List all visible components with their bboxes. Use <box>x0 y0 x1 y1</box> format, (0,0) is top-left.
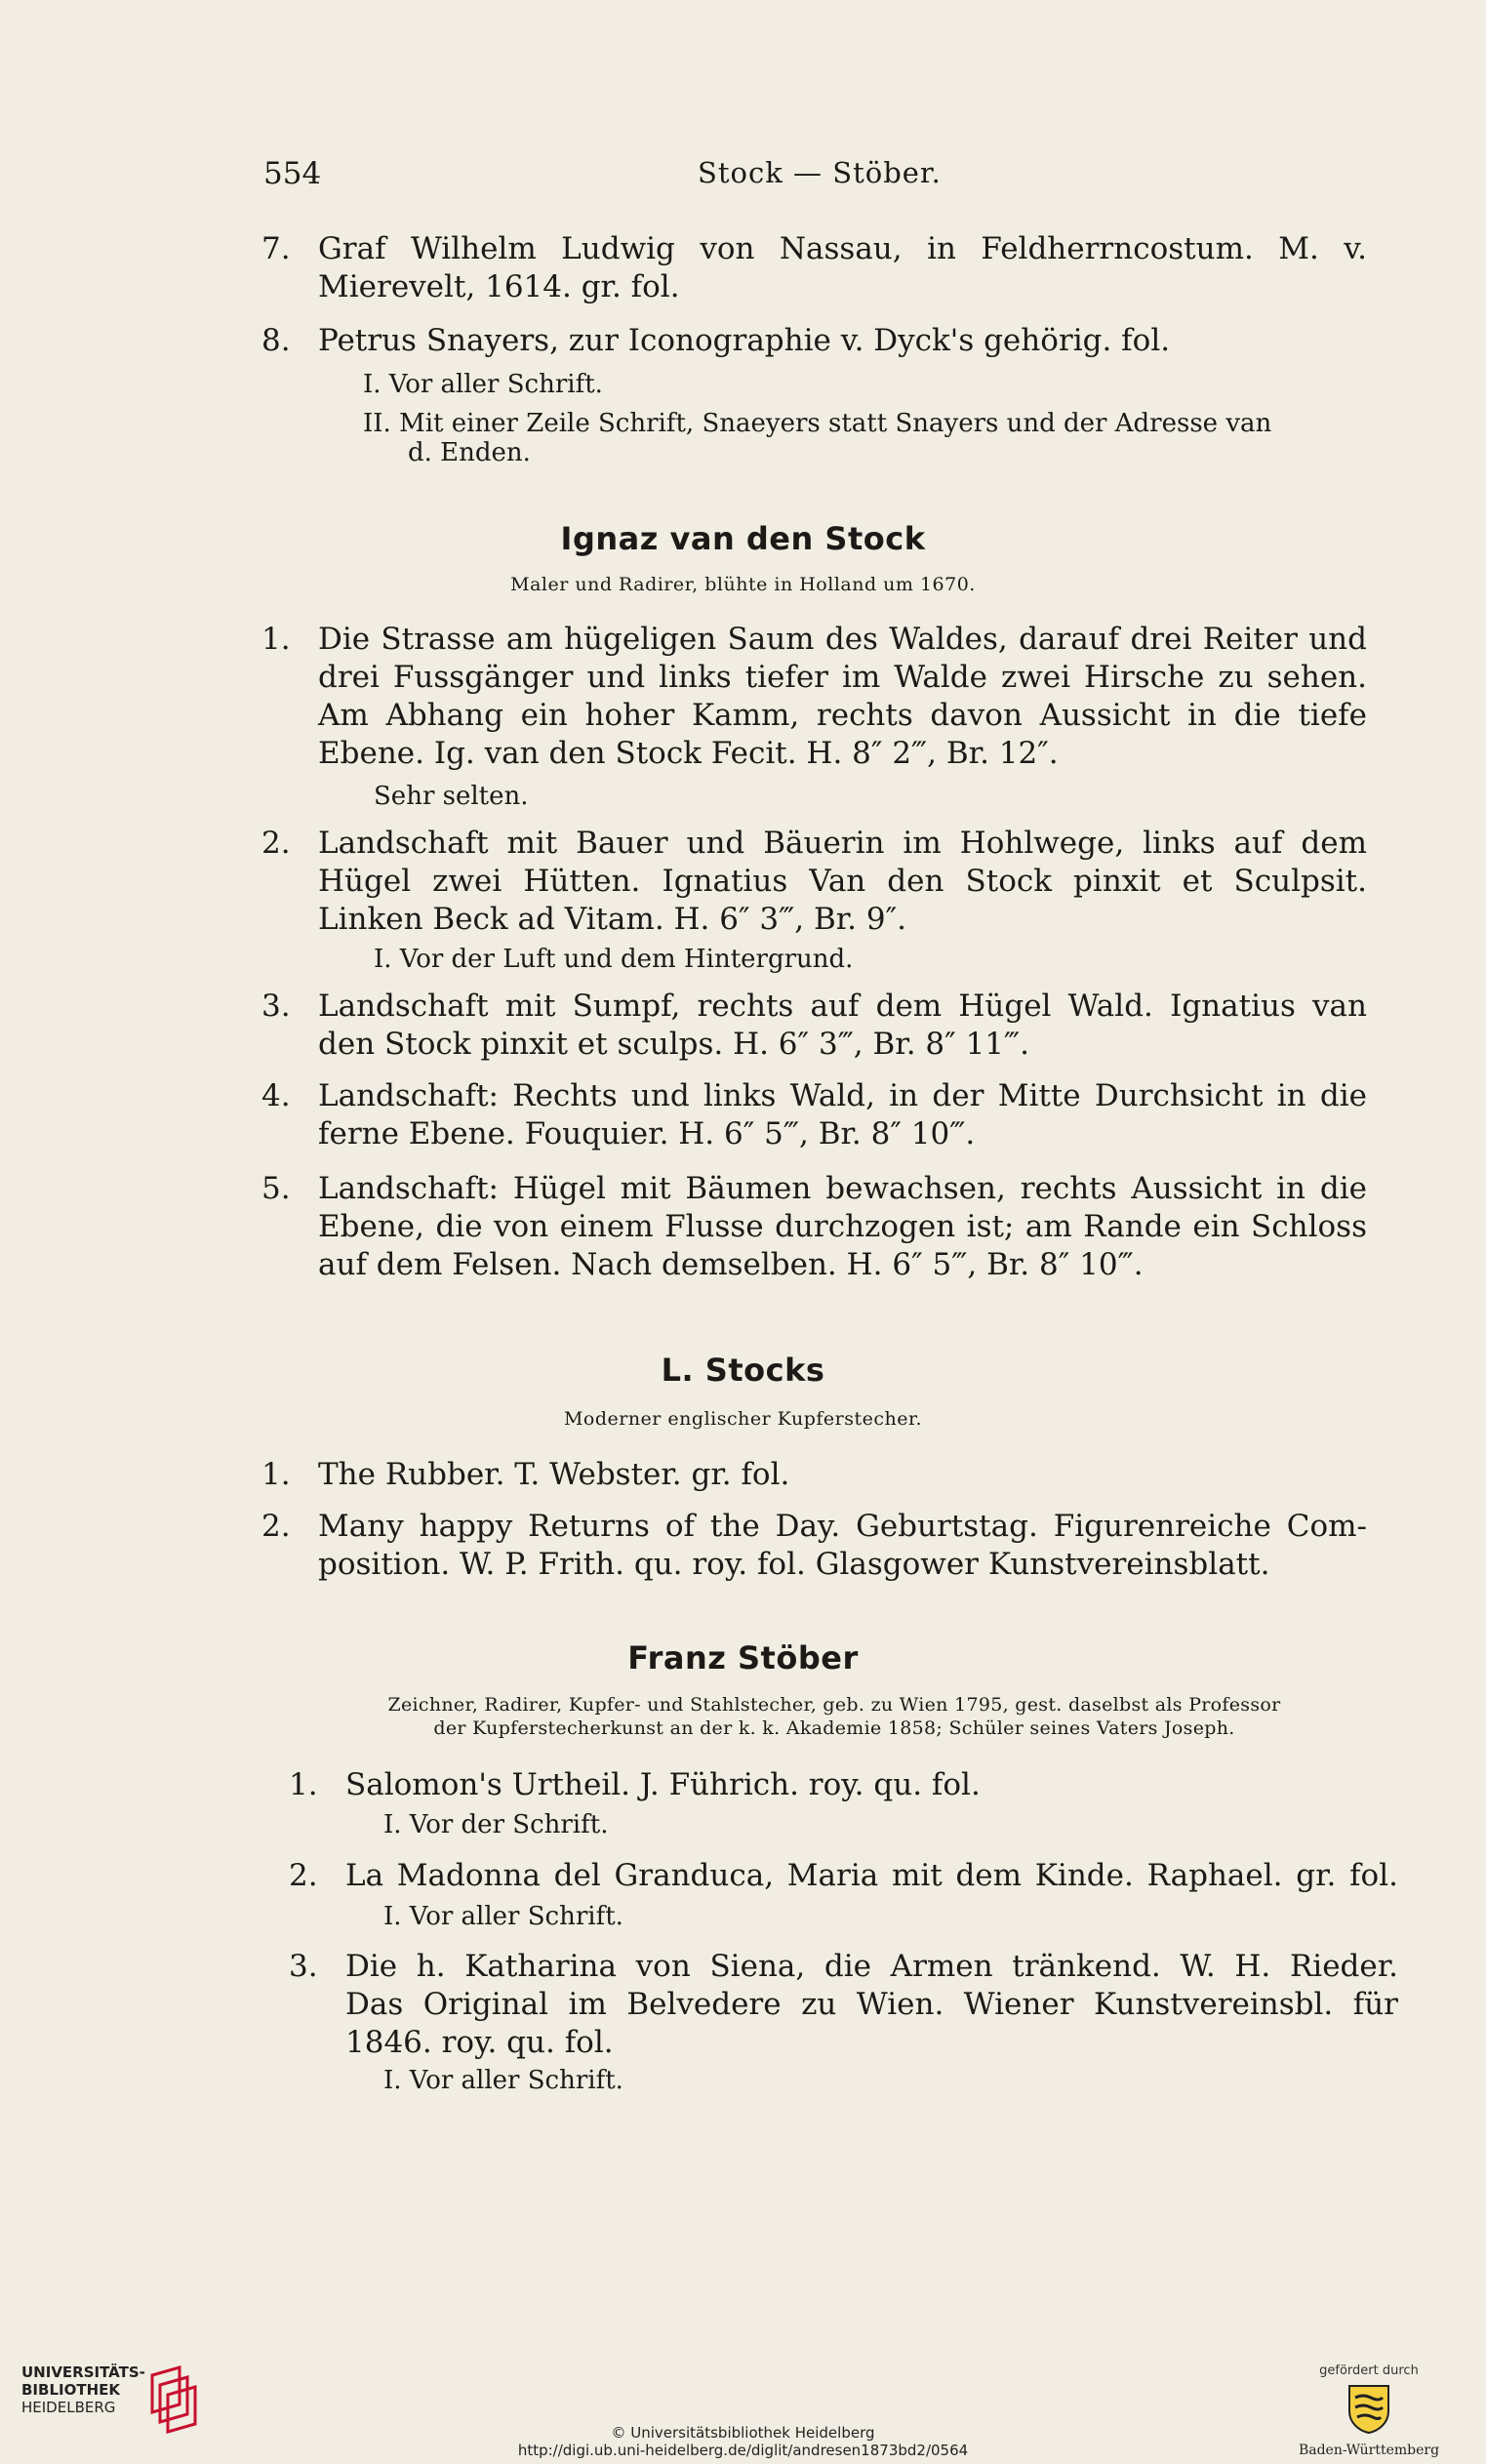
entry-number: 1. <box>261 622 291 657</box>
entry-line: Hügel zwei Hütten. Ignatius Van den Stock pinxit et Sculpsit. <box>318 864 1367 899</box>
entry-number: 2. <box>261 826 291 861</box>
entry-stocks-2 <box>261 1508 1367 1584</box>
entry-number: 2. <box>261 1509 291 1544</box>
entry-stock-5 <box>261 1170 1367 1284</box>
entry-number: 3. <box>289 1949 318 1984</box>
entry-line: Landschaft: Rechts und links Wald, in der Mitte Durchsicht in die <box>318 1078 1367 1113</box>
entry-line: Graf Wilhelm Ludwig von Nassau, in Feldherrncostum. M. v. <box>318 231 1367 266</box>
state-note: I. Vor aller Schrift. <box>383 2066 623 2095</box>
entry-8 <box>261 322 1367 360</box>
state-note: II. Mit einer Zeile Schrift, Snaeyers statt Snayers und der Adresse van <box>363 409 1272 438</box>
entry-number: 4. <box>261 1078 291 1113</box>
section-heading-stock: Ignaz van den Stock <box>560 520 926 557</box>
entry-number: 7. <box>261 231 291 266</box>
entry-line: ferne Ebene. Fouquier. H. 6″ 5‴, Br. 8″ 10‴. <box>318 1116 976 1151</box>
entry-line: The Rubber. T. Webster. gr. fol. <box>318 1457 790 1492</box>
entry-line: 1846. roy. qu. fol. <box>345 2025 614 2060</box>
entry-line: Die h. Katharina von Siena, die Armen tränkend. W. H. Rieder. <box>345 1949 1398 1984</box>
page-header <box>263 156 1369 195</box>
sponsor-name: Baden-Württemberg <box>1298 2443 1440 2458</box>
section-subheading: Moderner englischer Kupferstecher. <box>563 1408 923 1430</box>
state-note: I. Vor der Schrift. <box>383 1810 609 1839</box>
entry-line: Landschaft: Hügel mit Bäumen bewachsen, rechts Aussicht in die <box>318 1171 1367 1206</box>
section-subheading: Maler und Radirer, blühte in Holland um 1670. <box>510 574 976 595</box>
entry-line: Mierevelt, 1614. gr. fol. <box>318 269 680 304</box>
entry-stocks-1 <box>261 1456 1367 1494</box>
entry-stock-1 <box>261 621 1367 773</box>
entry-line: Die Strasse am hügeligen Saum des Waldes, darauf drei Reiter und <box>318 622 1367 657</box>
artist-bio <box>283 1693 1386 1740</box>
running-title: Stock — Stöber. <box>698 156 942 189</box>
entry-number: 5. <box>261 1171 291 1206</box>
entry-line: Many happy Returns of the Day. Geburtstag. Figurenreiche Com- <box>318 1509 1367 1544</box>
entry-stoeber-2 <box>289 1857 1398 1895</box>
state-note: I. Vor der Luft und dem Hintergrund. <box>374 945 854 974</box>
bio-line: Zeichner, Radirer, Kupfer- und Stahlstecher, geb. zu Wien 1795, gest. daselbst als Professor <box>387 1694 1281 1716</box>
entry-line: Ebene. Ig. van den Stock Fecit. H. 8″ 2‴, Br. 12″. <box>318 736 1059 771</box>
state-note: I. Vor aller Schrift. <box>383 1902 623 1931</box>
bio-line: der Kupferstecherkunst an der k. k. Akademie 1858; Schüler seines Vaters Joseph. <box>433 1717 1235 1739</box>
entry-7 <box>261 230 1367 306</box>
state-note: d. Enden. <box>408 438 531 467</box>
entry-number: 1. <box>261 1457 291 1492</box>
entry-line: Petrus Snayers, zur Iconographie v. Dyck's gehörig. fol. <box>318 323 1171 358</box>
page-number: 554 <box>263 156 322 191</box>
state-coat-of-arms-icon <box>1340 2382 1398 2435</box>
state-note: Sehr selten. <box>374 782 529 811</box>
state-note: I. Vor aller Schrift. <box>363 370 603 399</box>
entry-number: 2. <box>289 1858 318 1893</box>
sponsor-block <box>1281 2363 1457 2458</box>
entry-number: 3. <box>261 989 291 1024</box>
section-heading-stocks: L. Stocks <box>661 1352 825 1389</box>
entry-line: den Stock pinxit et sculps. H. 6″ 3‴, Br. 8″ 11‴. <box>318 1027 1029 1062</box>
library-name <box>21 2363 145 2416</box>
entry-line: Das Original im Belvedere zu Wien. Wiener Kunstvereinsbl. für <box>345 1987 1398 2022</box>
sponsor-label: gefördert durch <box>1319 2363 1419 2378</box>
entry-stock-3 <box>261 988 1367 1064</box>
entry-line: auf dem Felsen. Nach demselben. H. 6″ 5‴, Br. 8″ 10‴. <box>318 1247 1144 1282</box>
library-line: HEIDELBERG <box>21 2399 116 2416</box>
copyright-line: © Universitätsbibliothek Heidelberg <box>611 2424 875 2442</box>
entry-line: drei Fussgänger und links tiefer im Walde zwei Hirsche zu sehen. <box>318 660 1367 695</box>
entry-number: 8. <box>261 323 291 358</box>
library-line: BIBLIOTHEK <box>21 2381 120 2399</box>
entry-line: Landschaft mit Bauer und Bäuerin im Hohlwege, links auf dem <box>318 826 1367 861</box>
entry-stoeber-3 <box>289 1948 1398 2062</box>
entry-line: Ebene, die von einem Flusse durchzogen ist; am Rande ein Schloss <box>318 1209 1367 1244</box>
entry-line: position. W. P. Frith. qu. roy. fol. Glasgower Kunstvereinsblatt. <box>318 1547 1270 1582</box>
entry-line: La Madonna del Granduca, Maria mit dem Kinde. Raphael. gr. fol. <box>345 1858 1398 1893</box>
entry-line: Salomon's Urtheil. J. Führich. roy. qu. fol. <box>345 1767 981 1802</box>
section-heading-stoeber: Franz Stöber <box>627 1639 859 1676</box>
entry-line: Landschaft mit Sumpf, rechts auf dem Hügel Wald. Ignatius van <box>318 989 1367 1024</box>
library-line: UNIVERSITÄTS- <box>21 2363 145 2381</box>
entry-stoeber-1 <box>289 1766 1398 1804</box>
entry-number: 1. <box>289 1767 318 1802</box>
source-url-link[interactable]: http://digi.ub.uni-heidelberg.de/diglit/andresen1873bd2/0564 <box>517 2442 969 2459</box>
entry-line: Am Abhang ein hoher Kamm, rechts davon Aussicht in die tiefe <box>318 698 1367 733</box>
entry-stock-4 <box>261 1077 1367 1153</box>
entry-stock-2 <box>261 825 1367 939</box>
entry-line: Linken Beck ad Vitam. H. 6″ 3‴, Br. 9″. <box>318 902 907 937</box>
